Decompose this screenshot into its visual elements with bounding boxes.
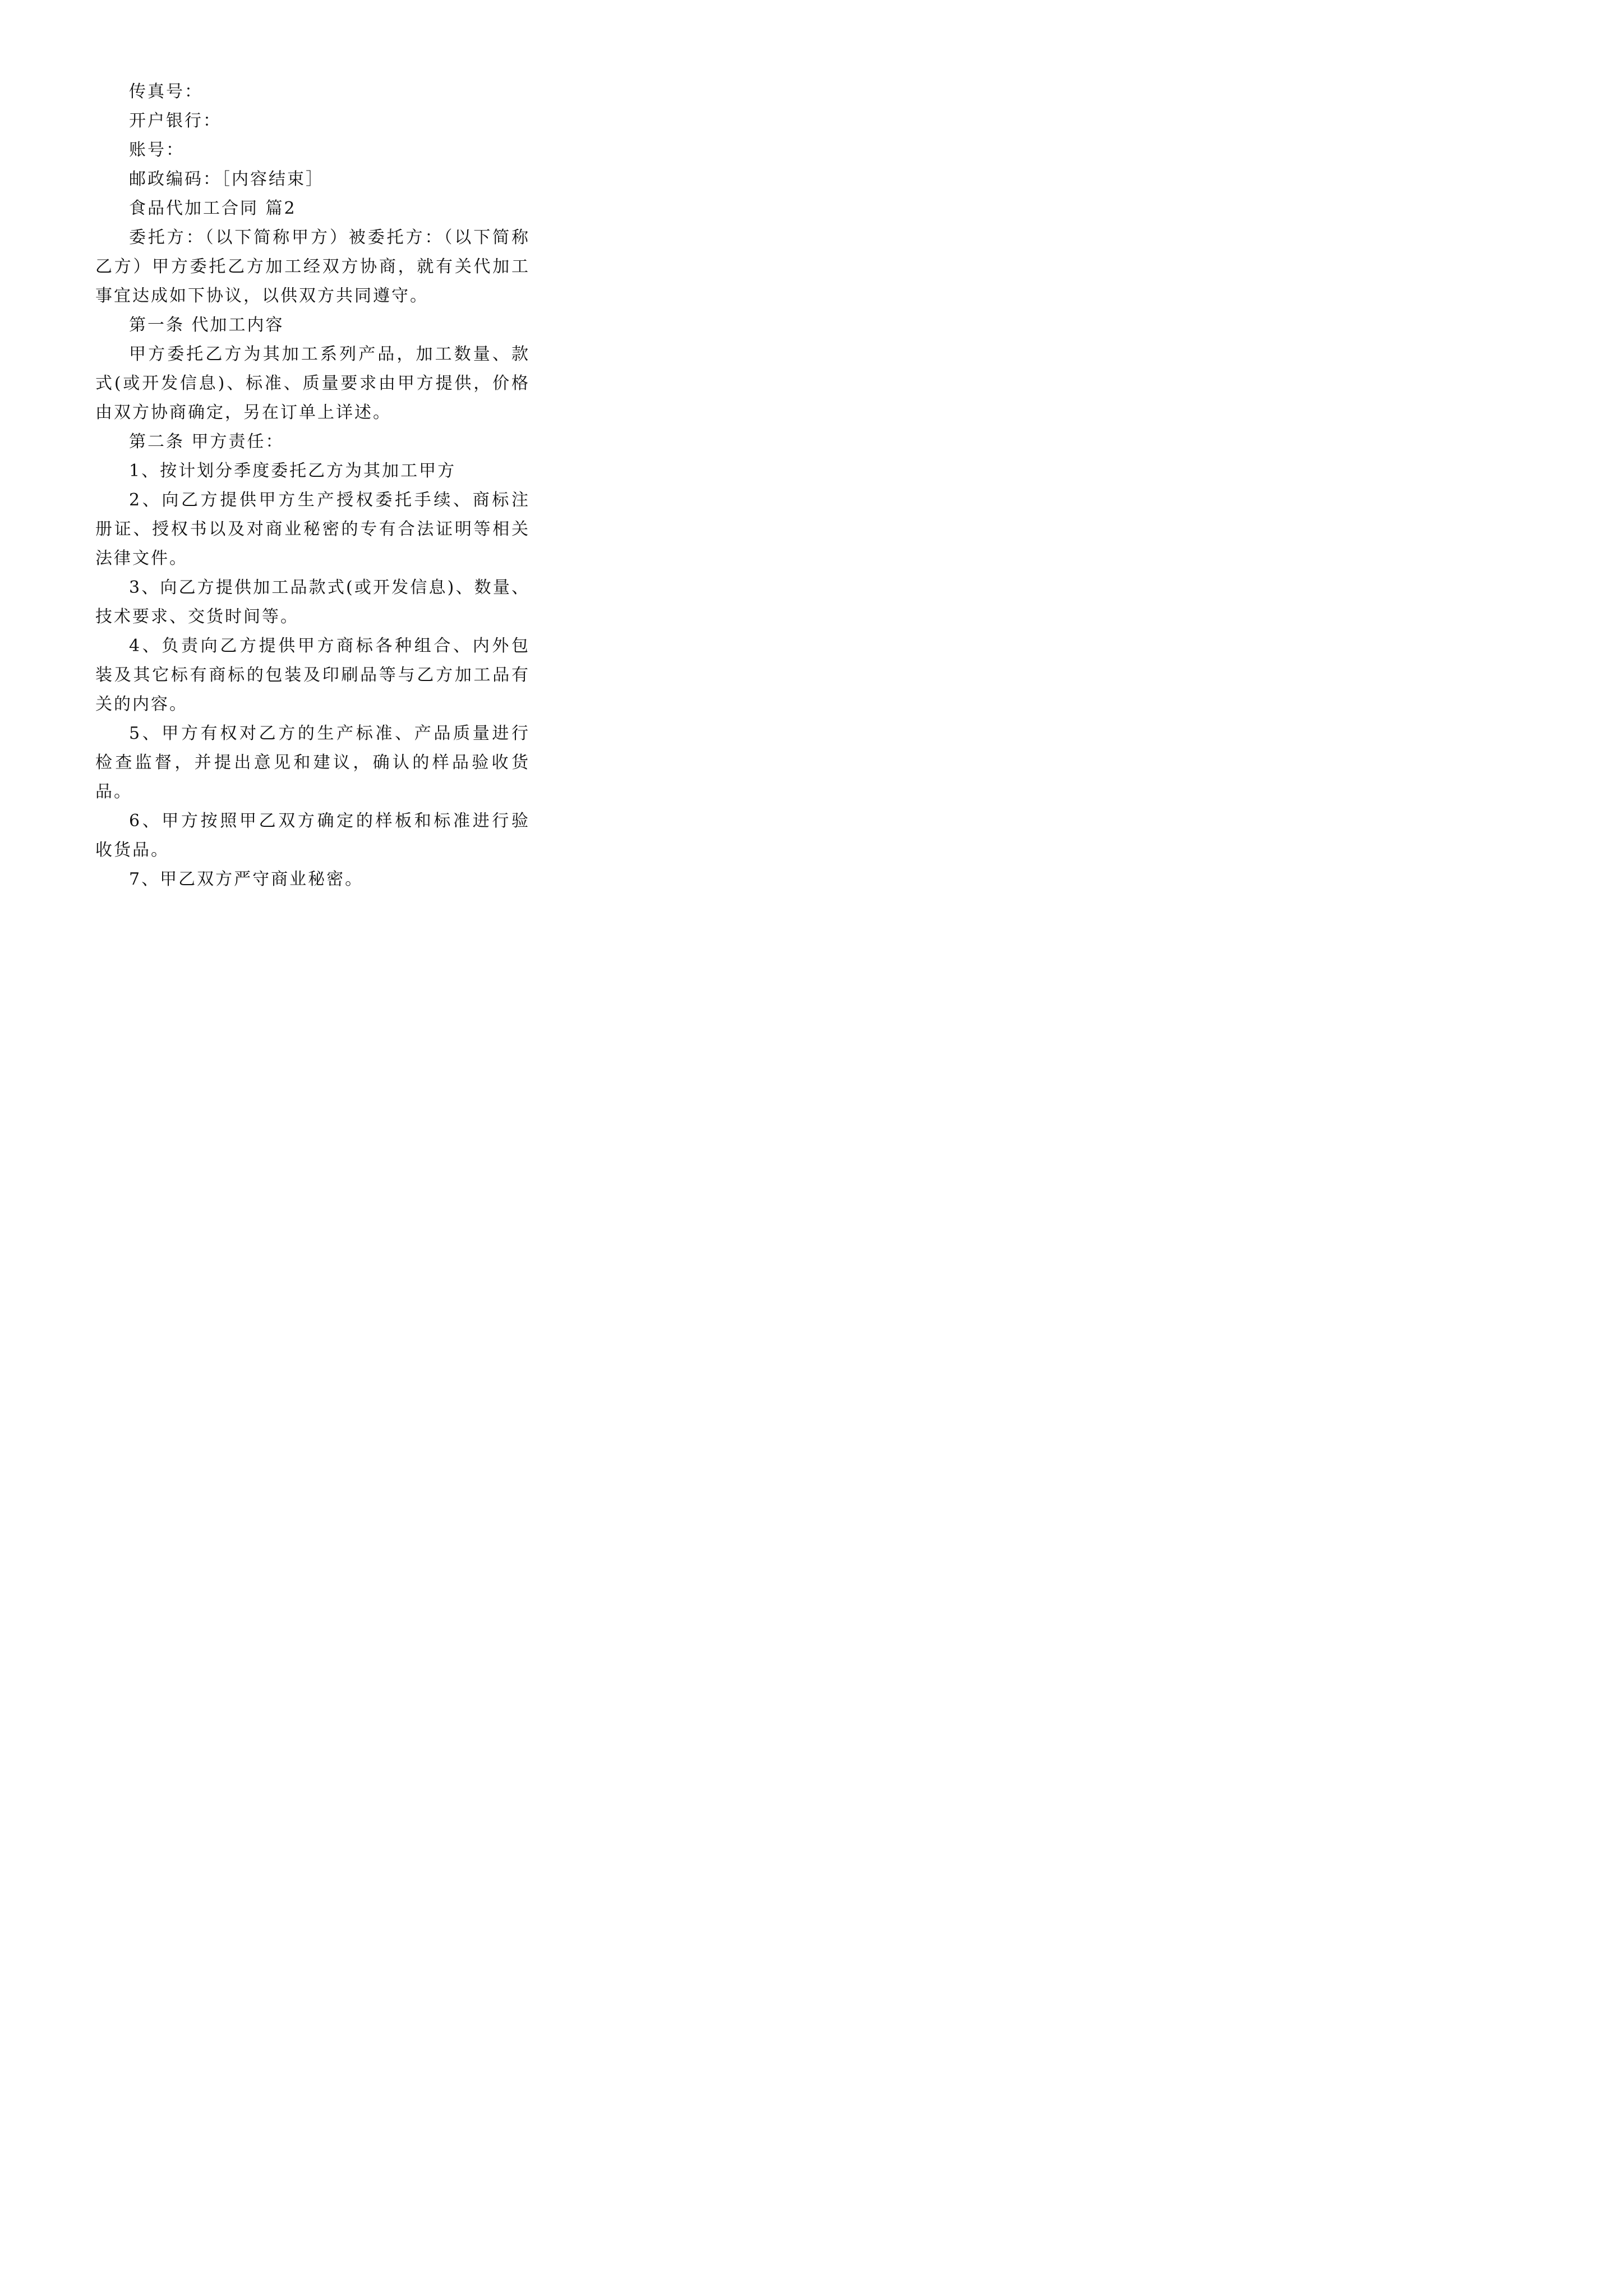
article-1-body: 甲方委托乙方为其加工系列产品，加工数量、款式(或开发信息)、标准、质量要求由甲方提供，价格由双方协商确定，另在订单上详述。 xyxy=(95,344,530,422)
parties-paragraph: 委托方：（以下简称甲方）被委托方：（以下简称乙方）甲方委托乙方加工经双方协商，就有关代加工事宜达成如下协议，以供双方共同遵守。 xyxy=(95,228,530,306)
article-1-heading: 第一条 代加工内容 xyxy=(129,315,284,335)
document-body xyxy=(95,77,530,894)
document-page xyxy=(0,0,617,889)
article-2-item-3: 3、向乙方提供加工品款式(或开发信息)、数量、技术要求、交货时间等。 xyxy=(95,578,530,627)
article-2-item-5: 5、甲方有权对乙方的生产标准、产品质量进行检查监督，并提出意见和建议，确认的样品验收货品。 xyxy=(95,724,530,802)
contract-title: 食品代加工合同 篇2 xyxy=(129,199,297,218)
bank-line: 开户银行： xyxy=(129,111,222,131)
article-2-item-4: 4、负责向乙方提供甲方商标各种组合、内外包装及其它标有商标的包装及印刷品等与乙方加工品有关的内容。 xyxy=(95,636,530,714)
article-2-item-2: 2、向乙方提供甲方生产授权委托手续、商标注册证、授权书以及对商业秘密的专有合法证明等相关法律文件。 xyxy=(95,490,530,568)
account-line: 账号： xyxy=(129,140,185,160)
article-2-item-7: 7、甲乙双方严守商业秘密。 xyxy=(129,869,364,889)
fax-number-line: 传真号： xyxy=(129,82,203,102)
article-2-item-6: 6、甲方按照甲乙双方确定的样板和标准进行验收货品。 xyxy=(95,811,530,860)
postal-code-line: 邮政编码：［内容结束］ xyxy=(129,169,324,189)
article-2-heading: 第二条 甲方责任： xyxy=(129,432,284,452)
article-2-item-1: 1、按计划分季度委托乙方为其加工甲方 xyxy=(129,461,457,481)
